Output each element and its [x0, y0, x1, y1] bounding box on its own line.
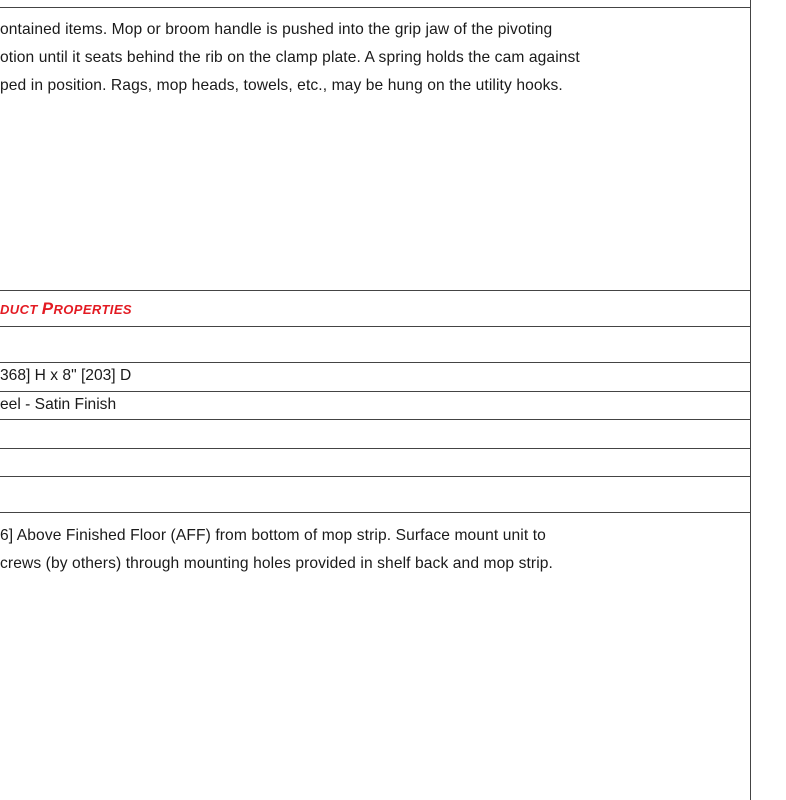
divider-row-1 — [0, 362, 751, 363]
description-paragraph — [0, 16, 742, 100]
divider-row-6 — [0, 512, 751, 513]
description-line: otion until it seats behind the rib on the clamp plate. A spring holds the cam against — [0, 49, 580, 66]
installation-line: crews (by others) through mounting holes provided in shelf back and mop strip. — [0, 555, 553, 572]
divider-section-top — [0, 290, 751, 291]
section-title-cap: P — [41, 299, 54, 318]
description-line: ped in position. Rags, mop heads, towels, etc., may be hung on the utility hooks. — [0, 77, 563, 94]
divider-row-3 — [0, 419, 751, 420]
section-title-part: ROPERTIES — [53, 302, 132, 317]
installation-line: 6] Above Finished Floor (AFF) from bottom of mop strip. Surface mount unit to — [0, 527, 546, 544]
description-line: ontained items. Mop or broom handle is pushed into the grip jaw of the pivoting — [0, 21, 553, 38]
section-title-product-properties — [0, 299, 132, 319]
property-dimensions: 368] H x 8" [203] D — [0, 367, 132, 384]
divider-top — [0, 7, 751, 8]
divider-row-4 — [0, 448, 751, 449]
right-border — [750, 0, 751, 800]
property-material: eel - Satin Finish — [0, 396, 117, 413]
divider-section-bottom — [0, 326, 751, 327]
divider-row-2 — [0, 391, 751, 392]
installation-paragraph — [0, 522, 742, 578]
section-title-part: DUCT — [0, 302, 42, 317]
divider-row-5 — [0, 476, 751, 477]
